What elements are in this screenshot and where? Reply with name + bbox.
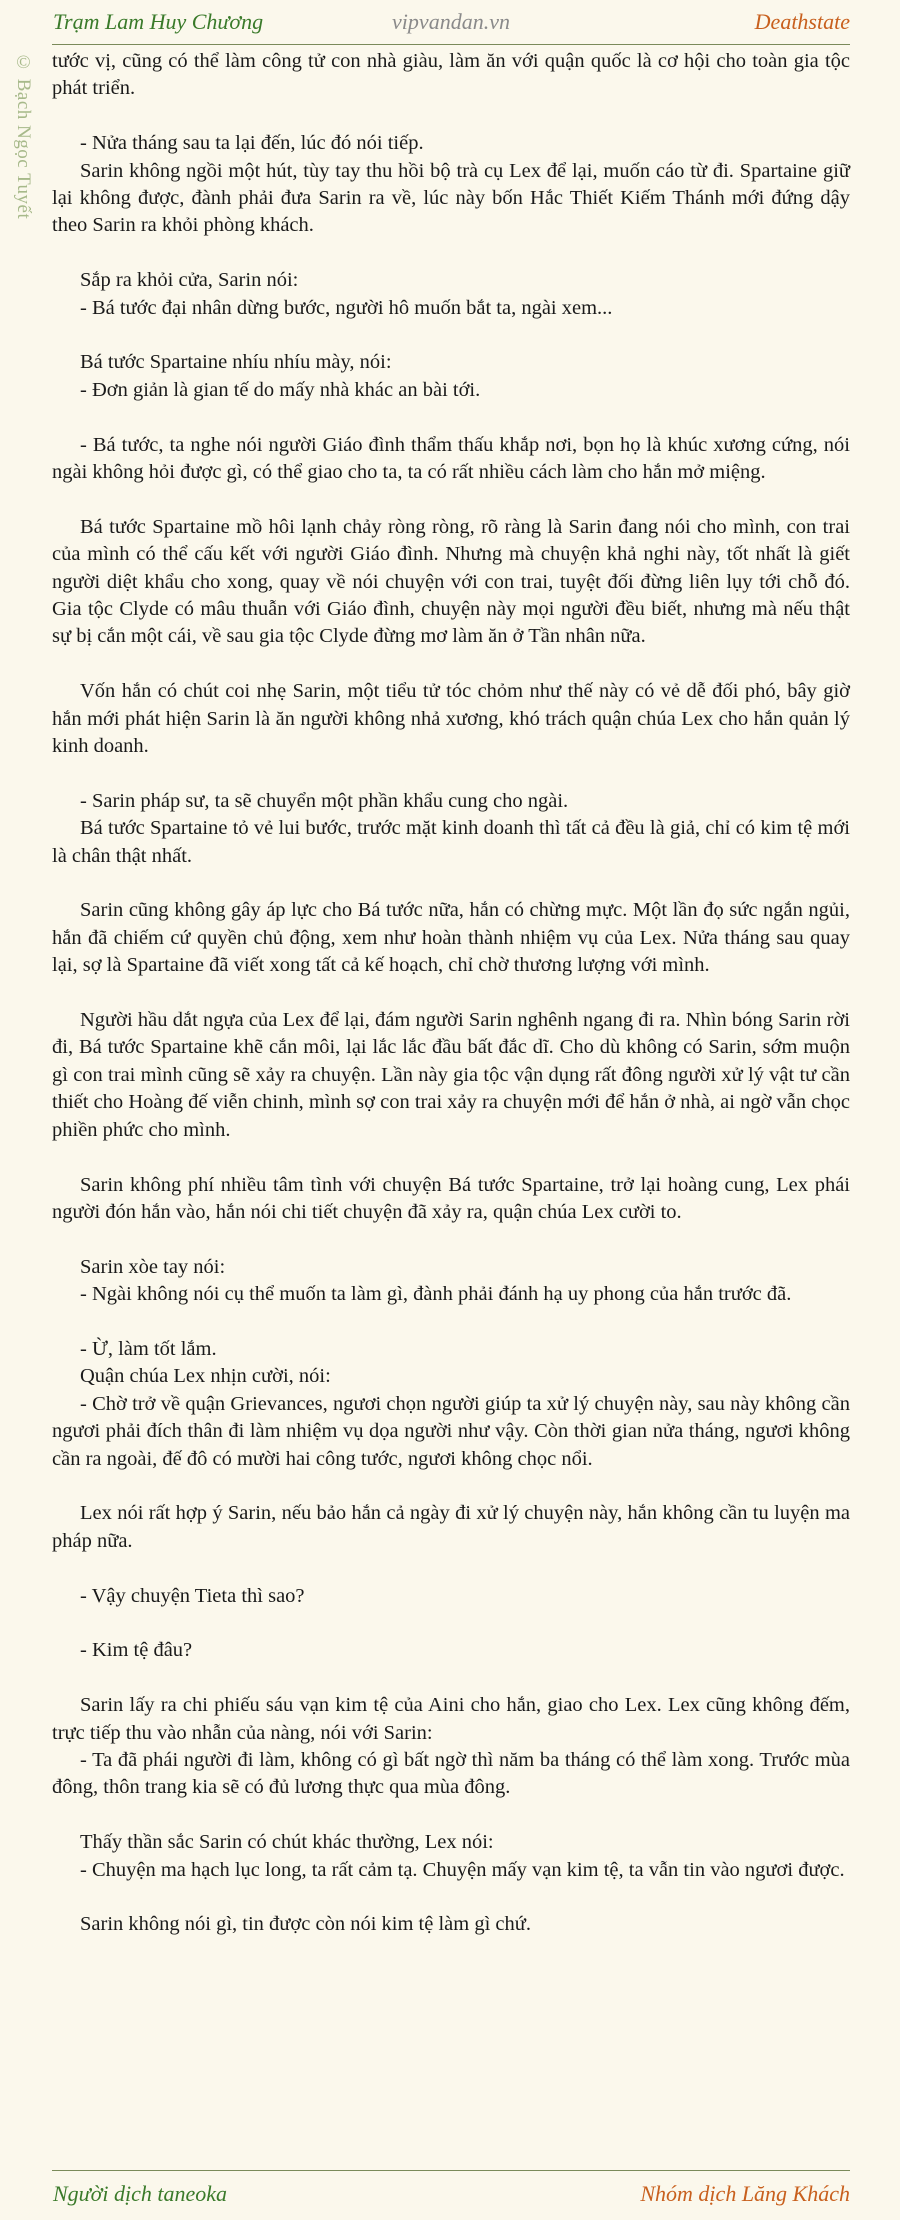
- paragraph: - Chuyện ma hạch lục long, ta rất cảm tạ. Chuyện mấy vạn kim tệ, ta vẫn tin vào ngươi được.: [80, 1858, 845, 1881]
- paragraph: Sarin xòe tay nói:: [80, 1255, 226, 1278]
- paragraph: - Vậy chuyện Tieta thì sao?: [80, 1584, 305, 1607]
- paragraph: Vốn hắn có chút coi nhẹ Sarin, một tiểu tử tóc chỏm như thế này có vẻ dễ đối phó, bây giờ hắn mới phát hiện Sarin là ăn người không nhả xương, khó trách quận chúa Lex cho hắn quản lý kinh doanh.: [52, 680, 850, 758]
- paragraph: Bá tước Spartaine nhíu nhíu mày, nói:: [80, 351, 392, 374]
- paragraph: - Chờ trở về quận Grievances, ngươi chọn người giúp ta xử lý chuyện này, sau này không cần ngươi phải đích thân đi làm nhiệm vụ dọa người như vậy. Còn thời gian nửa tháng, ngươi không cần ra ngoài, đế đô có mười hai công tước, ngươi không chọc nổi.: [52, 1392, 850, 1470]
- paragraph: - Bá tước đại nhân dừng bước, người hô muốn bắt ta, ngài xem...: [80, 296, 613, 319]
- paragraph: Sarin không ngồi một hút, tùy tay thu hồi bộ trà cụ Lex để lại, muốn cáo từ đi. Spartaine giữ lại không được, đành phải đưa Sarin ra về, lúc này bốn Hắc Thiết Kiếm Thánh mới đứng dậy theo Sarin ra khỏi phòng khách.: [52, 159, 850, 237]
- paragraph: - Bá tước, ta nghe nói người Giáo đình thẩm thấu khắp nơi, bọn họ là khúc xương cứng, nói ngài không hỏi được gì, có thể giao cho ta, ta có rất nhiều cách làm cho hắn mở miệng.: [52, 433, 850, 484]
- paragraph: Sarin không phí nhiều tâm tình với chuyện Bá tước Spartaine, trở lại hoàng cung, Lex phái người đón hắn vào, hắn nói chi tiết chuyện đã xảy ra, quận chúa Lex cười to.: [52, 1173, 850, 1223]
- paragraph: - Ta đã phái người đi làm, không có gì bất ngờ thì năm ba tháng có thể làm xong. Trước mùa đông, thôn trang kia sẽ có đủ lương thực qua mùa đông.: [52, 1748, 850, 1799]
- paragraph: Sắp ra khỏi cửa, Sarin nói:: [80, 269, 299, 292]
- paragraph: Bá tước Spartaine mồ hôi lạnh chảy ròng ròng, rõ ràng là Sarin đang nói cho mình, con trai của mình có thể cấu kết với người Giáo đình. Nhưng mà chuyện khả nghi này, tốt nhất là giết người diệt khẩu cho xong, quay về nói chuyện với con trai, tuyệt đối đừng liên lụy tới chỗ đó. Gia tộc Clyde có mâu thuẫn với Giáo đình, chuyện này mọi người đều biết, nhưng mà nếu thật sự bị cắn một cái, về sau gia tộc Clyde đừng mơ làm ăn ở Tần nhân nữa.: [52, 515, 850, 648]
- paragraph: - Nửa tháng sau ta lại đến, lúc đó nói tiếp.: [80, 132, 424, 155]
- copyright-watermark: © Bạch Ngọc Tuyết: [13, 52, 34, 220]
- paragraph: Quận chúa Lex nhịn cười, nói:: [80, 1365, 331, 1388]
- paragraph: Lex nói rất hợp ý Sarin, nếu bảo hắn cả ngày đi xử lý chuyện này, hắn không cần tu luyện ma pháp nữa.: [52, 1502, 850, 1552]
- page-header: [52, 0, 850, 45]
- paragraph: - Đơn giản là gian tế do mấy nhà khác an bài tới.: [80, 378, 481, 401]
- paragraph: Sarin cũng không gây áp lực cho Bá tước nữa, hắn có chừng mực. Một lần đọ sức ngắn ngủi, hắn đã chiếm cứ quyền chủ động, xem như hoàn thành nhiệm vụ của Lex. Nửa tháng sau quay lại, sợ là Spartaine đã viết xong tất cả kế hoạch, chỉ chờ thương lượng với mình.: [52, 899, 850, 977]
- paragraph: tước vị, cũng có thể làm công tử con nhà giàu, làm ăn với quận quốc là cơ hội cho toàn gia tộc phát triển.: [52, 50, 850, 100]
- paragraph: Bá tước Spartaine tỏ vẻ lui bước, trước mặt kinh doanh thì tất cả đều là giả, chỉ có kim tệ mới là chân thật nhất.: [52, 817, 850, 867]
- header-url[interactable]: vipvandan.vn: [392, 9, 510, 34]
- header-book-title: Deathstate: [754, 9, 850, 34]
- chapter-text: [52, 48, 850, 1939]
- footer-group: Nhóm dịch Lăng Khách: [640, 2181, 850, 2206]
- footer-translator: Người dịch taneoka: [53, 2181, 228, 2206]
- paragraph: Sarin lấy ra chi phiếu sáu vạn kim tệ của Aini cho hắn, giao cho Lex. Lex cũng không đếm, trực tiếp thu vào nhẫn của nàng, nói với Sarin:: [52, 1694, 850, 1744]
- header-site-name: Trạm Lam Huy Chương: [53, 9, 264, 34]
- paragraph: - Kim tệ đâu?: [80, 1639, 193, 1662]
- paragraph: - Sarin pháp sư, ta sẽ chuyển một phần khẩu cung cho ngài.: [80, 789, 569, 812]
- paragraph: Người hầu dắt ngựa của Lex để lại, đám người Sarin nghênh ngang đi ra. Nhìn bóng Sarin rời đi, Bá tước Spartaine khẽ cắn môi, lại lắc lắc đầu bất đắc dĩ. Cho dù không có Sarin, sớm muộn gì con trai mình cũng sẽ xảy ra chuyện. Lần này gia tộc vận dụng rất đông người xử lý vật tư cần thiết cho Hoàng đế viễn chinh, mình sợ con trai xảy ra chuyện mới để hắn ở nhà, ai ngờ vẫn chọc phiền phức cho mình.: [52, 1009, 850, 1141]
- page-footer: [52, 2170, 850, 2206]
- paragraph: - Ngài không nói cụ thể muốn ta làm gì, đành phải đánh hạ uy phong của hắn trước đã.: [80, 1283, 792, 1306]
- paragraph: - Ừ, làm tốt lắm.: [80, 1337, 217, 1360]
- paragraph: Thấy thần sắc Sarin có chút khác thường, Lex nói:: [80, 1831, 494, 1854]
- paragraph: Sarin không nói gì, tin được còn nói kim tệ làm gì chứ.: [80, 1913, 531, 1936]
